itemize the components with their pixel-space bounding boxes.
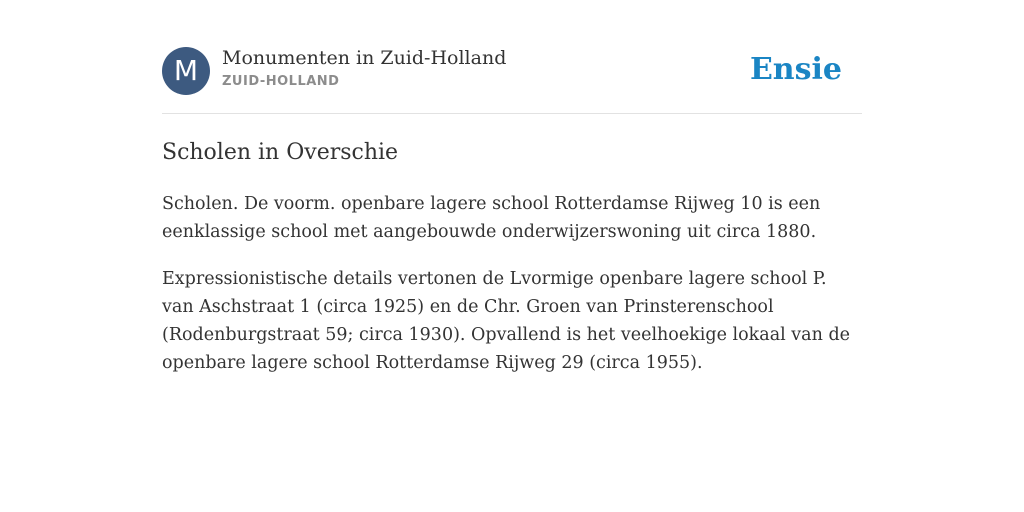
source-title[interactable]: Monumenten in Zuid-Holland: [222, 47, 507, 69]
source-subtitle: ZUID-HOLLAND: [222, 74, 340, 89]
article-heading: Scholen in Overschie: [162, 140, 399, 165]
article-paragraph: Scholen. De voorm. openbare lagere school Rotterdamse Rijweg 10 is een eenklassige school met aangebouwde onderwijzerswoning uit circa 1880.: [162, 194, 821, 242]
header: [162, 46, 862, 96]
brand-logo[interactable]: Ensie: [749, 52, 842, 87]
article-body: [162, 190, 862, 396]
avatar[interactable]: M: [162, 47, 210, 95]
article-paragraph: Expressionistische details vertonen de Lvormige openbare lagere school P. van Aschstraat 1 (circa 1925) en de Chr. Groen van Prinsterenschool (Rodenburgstraat 59; circa 1930). Opvallend is het veelhoekige lokaal van de openbare lagere school Rotterdamse Rijweg 29 (circa 1955).: [162, 269, 851, 373]
header-divider: [162, 113, 862, 114]
